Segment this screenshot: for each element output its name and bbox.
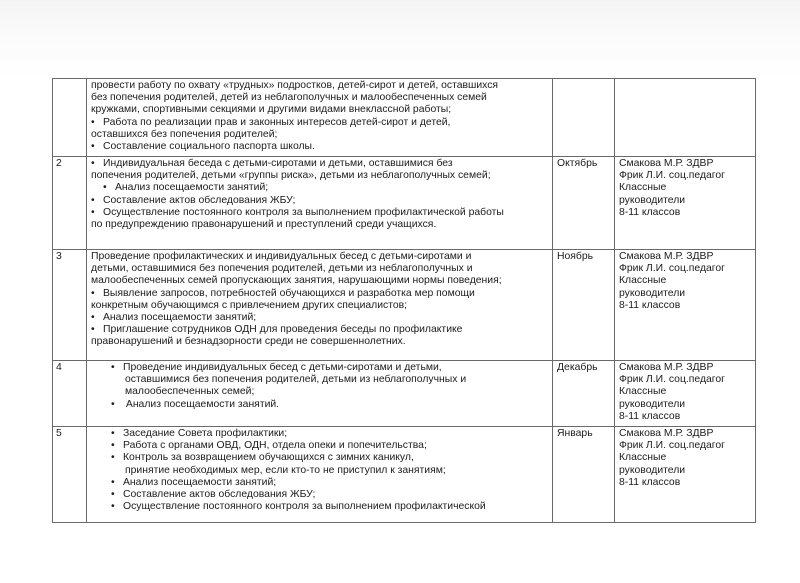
activity-text: по предупреждению правонарушений и преступлений среди учащихся. (91, 219, 437, 231)
activity-line (91, 489, 549, 501)
table-row (53, 250, 756, 361)
activity-line (91, 300, 549, 312)
activity-text: конкретным обучающимся с привлечением других специалистов; (91, 299, 408, 311)
activity-line (91, 195, 549, 207)
activity-text: кружками, спортивными секциями и другими видами внеклассной работы; (91, 104, 452, 116)
activity-line (91, 170, 549, 182)
activity-line (91, 440, 549, 452)
activity-line (91, 477, 549, 489)
activity-text: провести работу по охвату «трудных» подростков, детей-сирот и детей, оставшихся (91, 80, 499, 91)
activity-text (91, 231, 94, 242)
activity-line (91, 263, 549, 275)
bullet-icon: • (111, 489, 115, 501)
responsible-line: Фрик Л.И. соц.педагог (619, 374, 725, 386)
bullet-icon: • (111, 452, 115, 464)
activity-text: Работа по реализации прав и законных интересов детей-сирот и детей, (103, 116, 451, 128)
activity-line (91, 324, 549, 336)
activity-text: малообеспеченных семей; (125, 386, 255, 398)
activity-text: Осуществление постоянного контроля за выполнением профилактической работы (103, 206, 504, 218)
activity-line (91, 452, 549, 464)
bullet-icon: • (111, 501, 115, 513)
activity-line (91, 141, 549, 153)
responsible-cell (615, 361, 756, 427)
table-row (53, 427, 756, 523)
activity-line (91, 207, 549, 219)
activity-text: Составление актов обследования ЖБУ; (123, 489, 316, 501)
responsible-cell (615, 79, 756, 157)
activity-line (91, 411, 549, 423)
activity-line (91, 182, 549, 194)
activity-text: Работа с органами ОВД, ОДН, отдела опеки и попечительства; (123, 440, 427, 452)
activity-line (91, 92, 549, 104)
month-cell: Октябрь (553, 157, 615, 250)
activity-line (91, 386, 549, 398)
responsible-line: руководители (619, 287, 686, 299)
responsible-line: 8-11 классов (619, 476, 681, 488)
row-number (53, 79, 87, 157)
bullet-icon: • (91, 194, 95, 206)
month-cell: Январь (553, 427, 615, 523)
responsible-line: Фрик Л.И. соц.педагог (619, 440, 725, 452)
activity-cell (87, 79, 553, 157)
table-row (53, 361, 756, 427)
activity-text: Анализ посещаемости занятий; (103, 312, 257, 324)
month-cell: Ноябрь (553, 250, 615, 361)
activity-line (91, 104, 549, 116)
bullet-icon: • (103, 182, 107, 194)
scan-edge (0, 0, 800, 78)
activity-text: принятие необходимых мер, если кто-то не приступил к занятиям; (125, 464, 446, 476)
row-number: 4 (53, 361, 87, 427)
responsible-line: Фрик Л.И. соц.педагог (619, 170, 725, 182)
responsible-line: руководители (619, 194, 686, 206)
bullet-icon: • (91, 312, 95, 324)
bullet-icon: • (111, 398, 115, 410)
bullet-icon: • (91, 158, 95, 169)
activity-text: Контроль за возвращением обучающихся с зимних каникул, (123, 452, 414, 464)
responsible-cell (615, 427, 756, 523)
responsible-line: 8-11 классов (619, 299, 681, 311)
responsible-line: Фрик Л.И. соц.педагог (619, 263, 725, 275)
month-cell (553, 79, 615, 157)
activity-text: Осуществление постоянного контроля за выполнением профилактической (123, 501, 486, 513)
activity-line (91, 465, 549, 477)
row-number: 3 (53, 250, 87, 361)
activity-line (91, 158, 549, 170)
responsible-line: 8-11 классов (619, 410, 681, 422)
activity-line (91, 117, 549, 129)
responsible-line: Смакова М.Р. ЗДВР (619, 362, 714, 373)
responsible-cell (615, 157, 756, 250)
activity-text: Проведение индивидуальных бесед с детьми-сиротами и детьми, (123, 362, 442, 373)
activity-text: попечения родителей, детьми «группы риска», детьми из неблагополучных семей; (91, 170, 491, 182)
activity-line (91, 275, 549, 287)
responsible-line: 8-11 классов (619, 206, 681, 218)
activity-cell (87, 361, 553, 427)
activity-cell (87, 157, 553, 250)
activity-text: оставшихся без попечения родителей; (91, 128, 278, 140)
activity-text: Проведение профилактических и индивидуальных бесед с детьми-сиротами и (91, 251, 472, 262)
activity-text: оставшимися без попечения родителей, детьми из неблагополучных и (125, 374, 467, 386)
activity-cell (87, 427, 553, 523)
activity-line (91, 501, 549, 513)
activity-line (91, 428, 549, 440)
activity-text: Составление социального паспорта школы. (103, 141, 315, 153)
activity-line (91, 336, 549, 348)
activity-text: правонарушений и безнадзорности среди не совершеннолетних. (91, 336, 406, 348)
activity-line (91, 231, 549, 243)
bullet-icon: • (111, 440, 115, 452)
bullet-icon: • (111, 362, 115, 373)
responsible-cell (615, 250, 756, 361)
responsible-line: Классные (619, 386, 667, 398)
activity-line (91, 251, 549, 263)
activity-text: Заседание Совета профилактики; (123, 428, 288, 439)
row-number: 5 (53, 427, 87, 523)
table-row (53, 157, 756, 250)
responsible-line: Классные (619, 452, 667, 464)
responsible-line: Смакова М.Р. ЗДВР (619, 158, 714, 169)
bullet-icon: • (91, 287, 95, 299)
activity-text: Выявление запросов, потребностей обучающихся и разработка мер помощи (103, 287, 475, 299)
activity-line (91, 312, 549, 324)
month-cell: Декабрь (553, 361, 615, 427)
activity-text: Анализ посещаемости занятий; (123, 476, 277, 488)
bullet-icon: • (91, 141, 95, 153)
activity-line (91, 288, 549, 300)
responsible-line: Смакова М.Р. ЗДВР (619, 251, 714, 262)
plan-table (52, 78, 756, 523)
bullet-icon: • (111, 428, 115, 439)
activity-line (91, 399, 549, 411)
activity-text (111, 411, 114, 422)
bullet-icon: • (111, 476, 115, 488)
activity-line (91, 362, 549, 374)
activity-text: малообеспеченных семей пропускающих занятия, нарушающими нормы поведения; (91, 275, 502, 287)
plan-table-body (53, 79, 756, 523)
activity-cell (87, 250, 553, 361)
responsible-line: руководители (619, 464, 686, 476)
activity-text: Приглашение сотрудников ОДН для проведения беседы по профилактике (103, 324, 463, 336)
table-row (53, 79, 756, 157)
activity-line (91, 219, 549, 231)
activity-text: Индивидуальная беседа с детьми-сиротами и детьми, оставшимися без (103, 158, 453, 169)
bullet-icon: • (91, 206, 95, 218)
activity-line (91, 129, 549, 141)
activity-text: детьми, оставшимися без попечения родителей, детьми из неблагополучных и (91, 263, 473, 275)
activity-text: без попечения родителей, детей из неблагополучных и малообеспеченных семей (91, 92, 487, 104)
responsible-line: Классные (619, 182, 667, 194)
responsible-line: руководители (619, 398, 686, 410)
activity-text: Анализ посещаемости занятий. (123, 398, 280, 410)
activity-line (91, 80, 549, 92)
responsible-line: Классные (619, 275, 667, 287)
bullet-icon: • (91, 116, 95, 128)
bullet-icon: • (91, 324, 95, 336)
activity-text: Составление актов обследования ЖБУ; (103, 194, 296, 206)
responsible-line: Смакова М.Р. ЗДВР (619, 428, 714, 439)
activity-line (91, 374, 549, 386)
activity-text: Анализ посещаемости занятий; (115, 182, 269, 194)
row-number: 2 (53, 157, 87, 250)
